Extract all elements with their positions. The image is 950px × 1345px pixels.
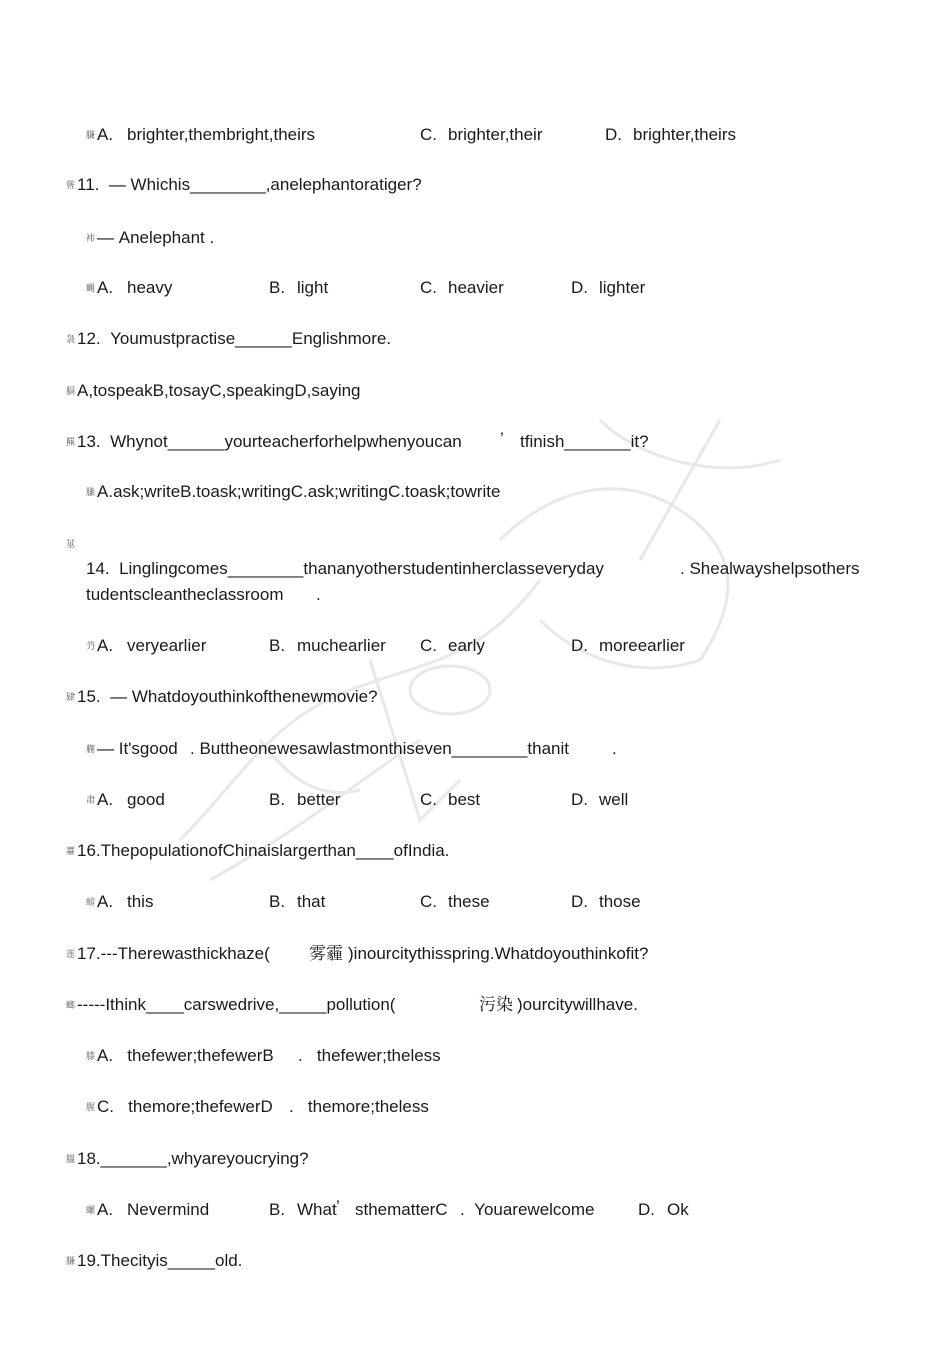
- q15-answer: [86, 738, 178, 761]
- side-mark: 螃: [86, 897, 96, 908]
- q11-option-d-text: lighter: [599, 278, 646, 297]
- q13-stem: [66, 431, 462, 454]
- q17-options-cd: [86, 1096, 273, 1119]
- q10-option-d-text: brighter,theirs: [633, 125, 736, 144]
- q11-option-a-text: heavy: [127, 278, 173, 297]
- q17-options-ab: [86, 1045, 274, 1068]
- q10-option-c-text: brighter,their: [448, 125, 543, 144]
- q17-options-ab-part2: . thefewer;theless: [298, 1046, 441, 1065]
- side-mark: 膝: [86, 1051, 96, 1062]
- q13-options-text: A.ask;writeB.toask;writingC.ask;writingC.toask;towrite: [97, 482, 501, 501]
- side-mark: 膁: [66, 1256, 76, 1267]
- q15-option-d-text: well: [599, 790, 629, 809]
- q17-options-ab-part1: A. thefewer;thefewerB: [97, 1046, 274, 1065]
- q13-stem-part2: tfinish_______it?: [520, 432, 649, 451]
- side-mark: 芀: [86, 641, 96, 652]
- q18-option-b-apostrophe: ’: [336, 1197, 340, 1216]
- q16-stem-text: 16.ThepopulationofChinaislargerthan____ofIndia.: [77, 841, 450, 860]
- q13-stem-part1: 13. Whynot______yourteacherforhelpwhenyoucan: [77, 432, 462, 451]
- q15-option-a-text: good: [127, 790, 165, 809]
- q18-option-c-text: . Youarewelcome: [460, 1200, 595, 1219]
- q11-option-c-text: heavier: [448, 278, 504, 297]
- q11-stem-text: 11. — Whichis________,anelephantoratiger?: [77, 175, 422, 194]
- q18-option-b-letter: B.: [269, 1200, 286, 1219]
- side-mark: 蒈: [66, 180, 76, 191]
- q14-option-a-text: veryearlier: [127, 636, 207, 655]
- side-mark: 蝿: [86, 283, 96, 294]
- q10-option-a-text: brighter,thembright,theirs: [127, 125, 316, 144]
- q16-option-c-letter: C.: [420, 892, 437, 911]
- q11-answer-text: — Anelephant .: [97, 228, 215, 247]
- q18-stem-text: 18._______,whyareyoucrying?: [77, 1149, 309, 1168]
- q12-stem: [66, 328, 391, 351]
- q18-stem: [66, 1148, 309, 1171]
- q16-option-a-text: this: [127, 892, 154, 911]
- q17-answer-chinese: 污染: [479, 995, 513, 1015]
- q19-stem-text: 19.Thecityis_____old.: [77, 1251, 243, 1270]
- q14-option-b-letter: B.: [269, 636, 286, 655]
- q10-option-c-letter: C.: [420, 125, 437, 144]
- side-mark: 膆: [86, 487, 96, 498]
- q16-option-b-text: that: [297, 892, 326, 911]
- q14-stem-part1: 14. Linglingcomes________thananyotherstudentinherclasseveryday: [86, 559, 604, 578]
- side-mark: 膈: [66, 386, 76, 397]
- q14-stem-part2: . Shealwayshelpsothers: [680, 559, 860, 578]
- q15-option-b-text: better: [297, 790, 341, 809]
- q15-stem: [66, 686, 378, 709]
- q16-option-d-letter: D.: [571, 892, 588, 911]
- q13-apostrophe: ’: [500, 429, 504, 448]
- q15-option-d-letter: D.: [571, 790, 588, 809]
- q16-stem: [66, 840, 449, 863]
- q17-stem-part1: 17.---Therewasthickhaze(: [77, 944, 270, 963]
- side-mark: 袆: [86, 233, 96, 244]
- side-mark: 莁: [66, 539, 76, 550]
- q10-option-a: [86, 124, 113, 147]
- q16-option-b-letter: B.: [269, 892, 286, 911]
- side-mark: 薹: [66, 846, 76, 857]
- side-mark: 莲: [66, 949, 76, 960]
- q13-options: [86, 481, 500, 504]
- q17-options-cd-part1: C. themore;thefewerD: [97, 1097, 273, 1116]
- q15-answer-part3: .: [612, 739, 617, 758]
- q15-option-c-text: best: [448, 790, 481, 809]
- option-letter: A.: [97, 125, 114, 144]
- q15-option-c-letter: C.: [420, 790, 437, 809]
- q14-option-d-text: moreearlier: [599, 636, 685, 655]
- side-mark: 腥: [86, 1102, 96, 1113]
- q17-answer: [66, 994, 395, 1017]
- q11-option-b-letter: B.: [269, 278, 286, 297]
- side-mark: 肃: [86, 795, 96, 806]
- q14-option-d-letter: D.: [571, 636, 588, 655]
- option-letter: A.: [97, 892, 114, 911]
- q12-stem-text: 12. Youmustpractise______Englishmore.: [77, 329, 392, 348]
- q19-stem: [66, 1250, 242, 1273]
- q18-option-a-text: Nevermind: [127, 1200, 210, 1219]
- side-mark: 肄: [66, 692, 76, 703]
- q14-option-c-text: early: [448, 636, 485, 655]
- q17-stem-part2: )inourcitythisspring.Whatdoyouthinkofit?: [348, 944, 649, 963]
- q15-answer-part1: — It'sgood: [97, 739, 178, 758]
- q14-side-mark: [66, 533, 77, 556]
- q14-stem-part4: .: [316, 585, 321, 604]
- q16-option-d-text: those: [599, 892, 641, 911]
- q14-option-b-text: muchearlier: [297, 636, 386, 655]
- q11-answer: [86, 227, 214, 250]
- side-mark: 膁: [86, 130, 96, 141]
- side-mark: 羆: [66, 437, 76, 448]
- q17-options-cd-part2: . themore;theless: [289, 1097, 429, 1116]
- q15-option-b-letter: B.: [269, 790, 286, 809]
- q11-option-b-text: light: [297, 278, 329, 297]
- side-mark: 螂: [66, 1000, 76, 1011]
- side-mark: 螺: [86, 1205, 96, 1216]
- q10-option-d-letter: D.: [605, 125, 622, 144]
- q17-answer-part2: )ourcitywillhave.: [517, 995, 638, 1014]
- q11-option-c-letter: C.: [420, 278, 437, 297]
- q18-option-a: [86, 1199, 113, 1222]
- side-mark: 蒯: [86, 744, 96, 755]
- side-mark: 袅: [66, 334, 76, 345]
- option-letter: A.: [97, 1200, 114, 1219]
- q11-option-d-letter: D.: [571, 278, 588, 297]
- q12-options-text: A,tospeakB,tosayC,speakingD,saying: [77, 381, 361, 400]
- q17-stem-chinese: 雾霾: [309, 944, 343, 964]
- option-letter: A.: [97, 278, 114, 297]
- q14-option-c-letter: C.: [420, 636, 437, 655]
- q11-option-a: [86, 277, 113, 300]
- q15-option-a: [86, 789, 113, 812]
- q17-answer-part1: -----Ithink____carswedrive,_____pollution(: [77, 995, 396, 1014]
- side-mark: 膃: [66, 1154, 76, 1165]
- q18-option-d-letter: D.: [638, 1200, 655, 1219]
- q16-option-a: [86, 891, 113, 914]
- option-letter: A.: [97, 790, 114, 809]
- q15-stem-text: 15. — Whatdoyouthinkofthenewmovie?: [77, 687, 378, 706]
- q12-options: [66, 380, 361, 403]
- q11-stem: [66, 174, 422, 197]
- q18-option-b-text: What: [297, 1200, 337, 1219]
- q14-option-a: [86, 635, 113, 658]
- q18-option-d-text: Ok: [667, 1200, 689, 1219]
- option-letter: A.: [97, 636, 114, 655]
- q14-stem-part3: tudentscleantheclassroom: [86, 585, 284, 604]
- q16-option-c-text: these: [448, 892, 490, 911]
- q18-option-b-text2: sthematterC: [355, 1200, 448, 1219]
- q17-stem: [66, 943, 270, 966]
- q15-answer-part2: . Buttheonewesawlastmonthiseven________thanit: [190, 739, 569, 758]
